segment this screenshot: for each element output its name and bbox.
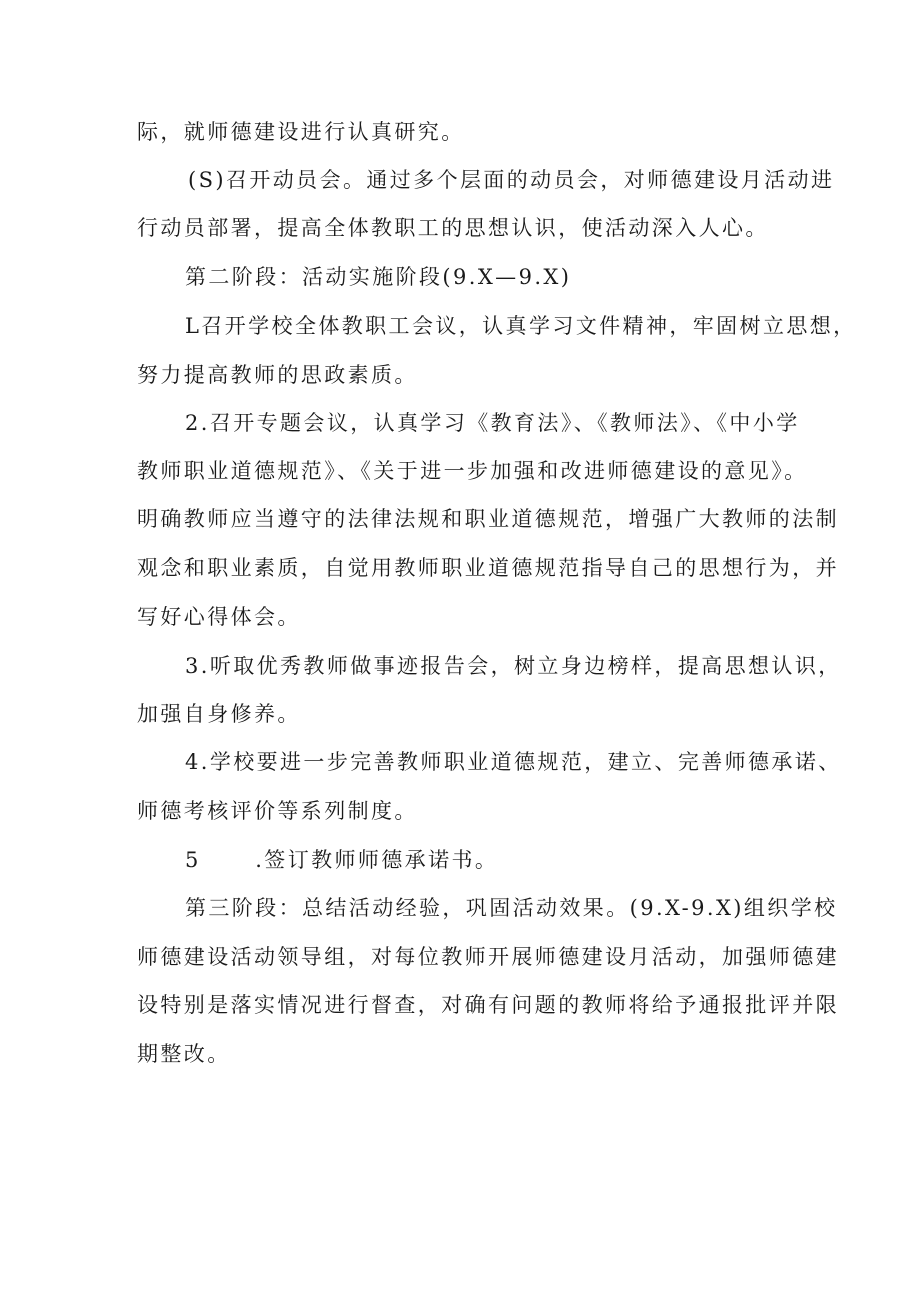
- text-line: 行动员部署，提高全体教职工的思想认识，使活动深入人心。: [137, 216, 769, 240]
- text-line: 观念和职业素质，自觉用教师职业道德规范指导自己的思想行为，并: [137, 556, 839, 580]
- text-line: 师德考核评价等系列制度。: [137, 799, 418, 823]
- text-line: 教师职业道德规范》、《关于进一步加强和改进师德建设的意见》。: [137, 459, 808, 483]
- text-line: L召开学校全体教职工会议，认真学习文件精神，牢固树立思想，: [185, 314, 857, 338]
- text-line: 明确教师应当遵守的法律法规和职业道德规范，增强广大教师的法制: [137, 507, 839, 531]
- text-line: 2.召开专题会议，认真学习《教育法》、《教师法》、《中小学: [185, 411, 800, 435]
- text-line: 3.听取优秀教师做事迹报告会，树立身边榜样，提高思想认识，: [185, 654, 842, 678]
- text-line: 设特别是落实情况进行督查，对确有问题的教师将给予通报批评并限: [137, 993, 839, 1017]
- text-line: 5 .签订教师师德承诺书。: [185, 848, 499, 872]
- text-line: 加强自身修养。: [137, 702, 301, 726]
- text-line: 写好心得体会。: [137, 605, 301, 629]
- text-line: 努力提高教师的思政素质。: [137, 363, 418, 387]
- text-line: 际，就师德建设进行认真研究。: [137, 120, 465, 144]
- text-line: 4.学校要进一步完善教师职业道德规范，建立、完善师德承诺、: [185, 750, 842, 774]
- text-line: 第二阶段：活动实施阶段(9.X—9.X): [185, 265, 572, 289]
- text-line: 师德建设活动领导组，对每位教师开展师德建设月活动，加强师德建: [137, 945, 839, 969]
- text-line: (S)召开动员会。通过多个层面的动员会，对师德建设月活动进: [188, 168, 835, 192]
- text-line: 第三阶段：总结活动经验，巩固活动效果。(9.X-9.X)组织学校: [185, 896, 838, 920]
- text-line: 期整改。: [137, 1042, 231, 1066]
